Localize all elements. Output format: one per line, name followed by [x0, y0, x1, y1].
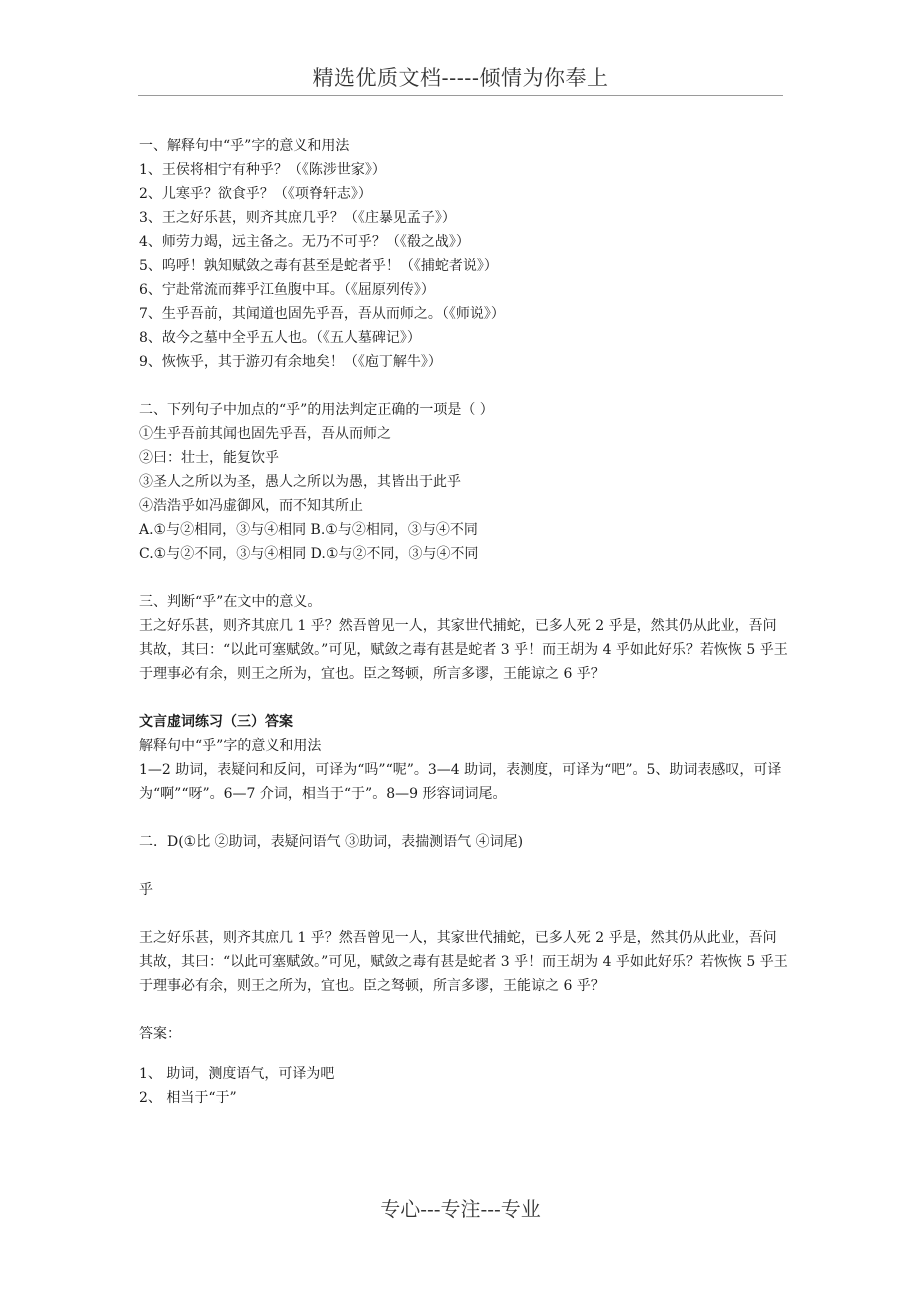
section-1	[139, 134, 789, 374]
header-rule	[138, 95, 783, 96]
answer-passage: 王之好乐甚，则齐其庶几 1 乎？然吾曾见一人，其家世代捕蛇，已多人死 2 乎是，然其仍从此业，吾问其故，其曰：“以此可塞赋敛。”可见，赋敛之毒有甚是蛇者 3 乎！而王胡为 4 乎如此好乐？若恢恢 5 乎王于理事必有余，则王之所为，宜也。臣之驽顿，所言多谬，王能谅之 6 乎？	[139, 930, 788, 994]
section-1-item: 3、王之好乐甚，则齐其庶几乎？（《庄暴见孟子》）	[139, 210, 456, 226]
section-1-item: 6、宁赴常流而葬乎江鱼腹中耳。（《屈原列传》）	[139, 282, 435, 298]
section-3-passage: 王之好乐甚，则齐其庶几 1 乎？然吾曾见一人，其家世代捕蛇，已多人死 2 乎是，然其仍从此业，吾问其故，其曰：“以此可塞赋敛。”可见，赋敛之毒有甚是蛇者 3 乎！而王胡为 4 乎如此好乐？若恢恢 5 乎王于理事必有余，则王之所为，宜也。臣之驽顿，所言多谬，王能谅之 6 乎？	[139, 618, 788, 682]
section-1-title: 一、解释句中“乎”字的意义和用法	[139, 138, 350, 154]
section-1-item: 7、生乎吾前，其闻道也固先乎吾，吾从而师之。（《师说》）	[139, 306, 505, 322]
answer-title: 文言虚词练习（三）答案	[139, 714, 293, 730]
section-2-sentence: ①生乎吾前其闻也固先乎吾，吾从而师之	[139, 426, 391, 442]
section-2-sentence: ②曰：壮士，能复饮乎	[139, 450, 279, 466]
section-2-option: C.①与②不同，③与④相同 D.①与②不同，③与④不同	[139, 546, 479, 562]
section-3-title: 三、判断“乎”在文中的意义。	[139, 594, 322, 610]
section-1-item: 4、师劳力竭，远主备之。无乃不可乎？（《殽之战》）	[139, 234, 470, 250]
answer-1: 1—2 助词，表疑问和反问，可译为“吗”“呢”。3—4 助词，表测度，可译为“吧”。5、助词表感叹，可译为“啊”“呀”。6—7 介词，相当于“于”。8—9 形容词词尾。	[139, 762, 782, 802]
document-body	[139, 134, 789, 1110]
section-1-item: 5、呜呼！孰知赋敛之毒有甚至是蛇者乎！（《捕蛇者说》）	[139, 258, 498, 274]
answer-hu: 乎	[139, 882, 153, 898]
section-1-item: 8、故今之墓中全乎五人也。（《五人墓碑记》）	[139, 330, 421, 346]
answer-2: 二．D(①比 ②助词，表疑问语气 ③助词，表揣测语气 ④词尾)	[139, 834, 524, 850]
section-3	[139, 590, 789, 686]
answer-subtitle: 解释句中“乎”字的意义和用法	[139, 738, 322, 754]
answer-section	[139, 710, 789, 1110]
section-2-sentence: ③圣人之所以为圣，愚人之所以为愚，其皆出于此乎	[139, 474, 461, 490]
section-2-option: A.①与②相同，③与④相同 B.①与②相同，③与④不同	[139, 522, 478, 538]
answer-list-item: 1、 助词，测度语气，可译为吧	[139, 1066, 335, 1082]
section-2	[139, 398, 789, 566]
page-footer: 专心---专注---专业	[380, 1197, 541, 1221]
answer-label: 答案：	[139, 1026, 181, 1042]
section-2-sentence: ④浩浩乎如冯虚御风，而不知其所止	[139, 498, 363, 514]
page-header: 精选优质文档-----倾情为你奉上	[312, 66, 609, 90]
section-1-item: 1、王侯将相宁有种乎？（《陈涉世家》）	[139, 162, 386, 178]
section-1-item: 9、恢恢乎，其于游刃有余地矣！（《庖丁解牛》）	[139, 354, 442, 370]
section-2-title: 二、下列句子中加点的“乎”的用法判定正确的一项是（ ）	[139, 402, 494, 418]
answer-list-item: 2、 相当于“于”	[139, 1090, 237, 1106]
section-1-item: 2、儿寒乎？欲食乎？（《项脊轩志》）	[139, 186, 372, 202]
